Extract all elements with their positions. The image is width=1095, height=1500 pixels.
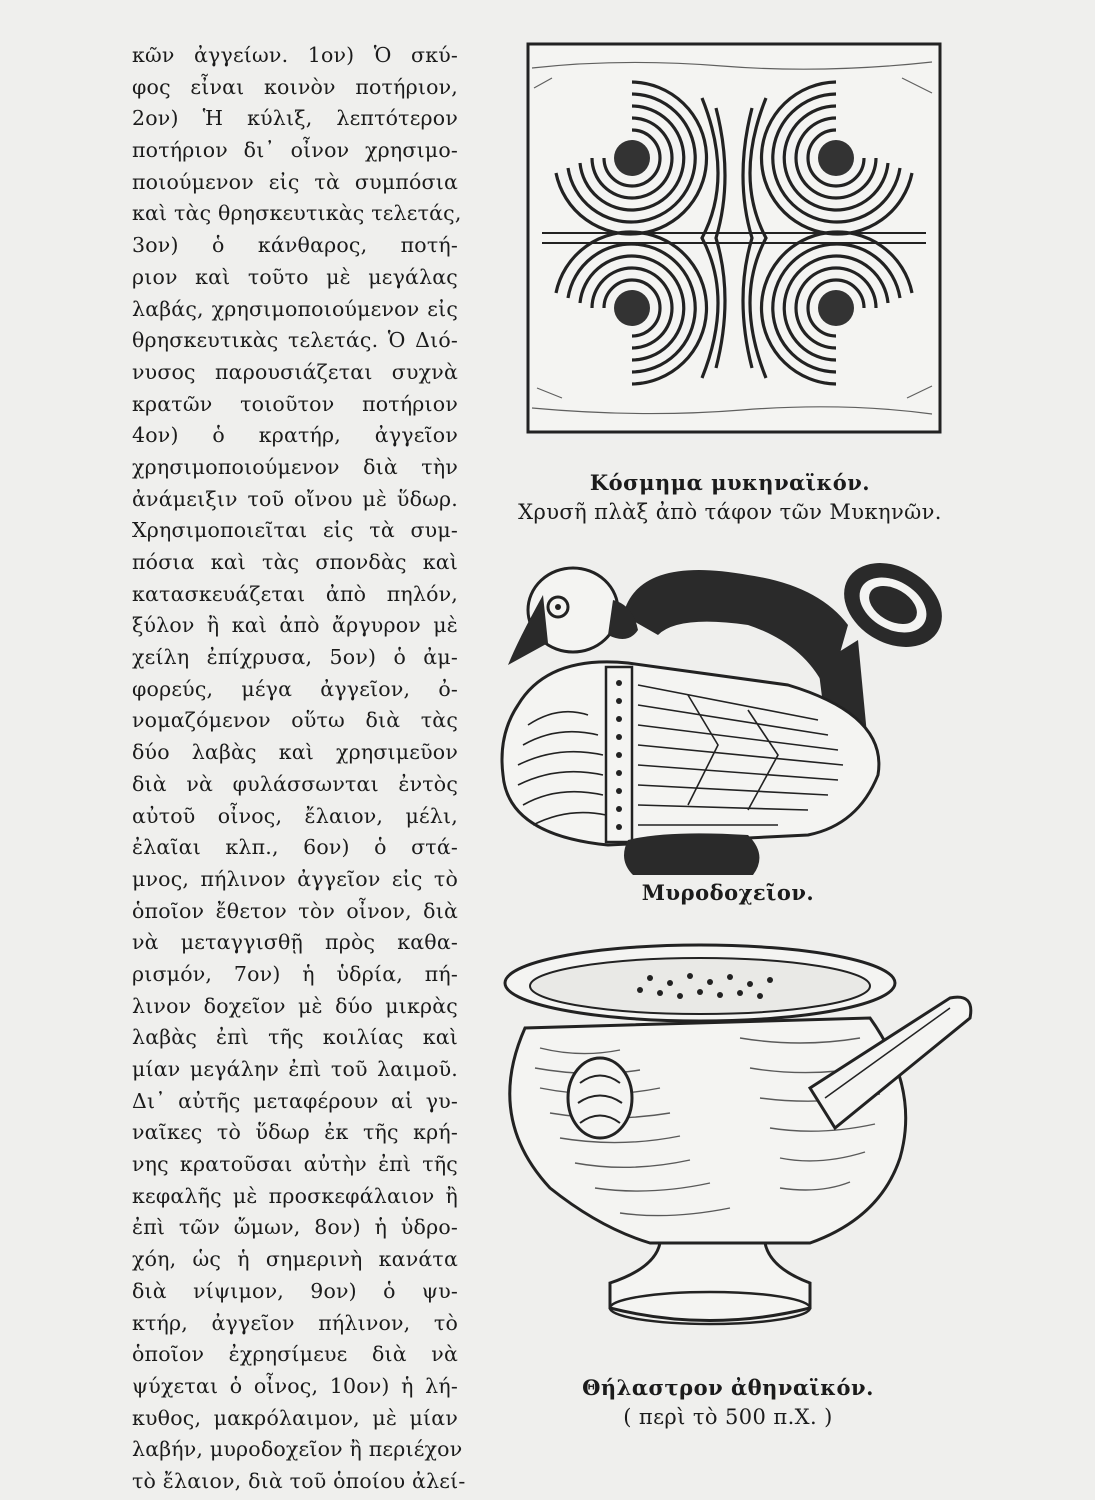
body-text-line: μνος, πήλινον ἀγγεῖον εἰς τὸ — [132, 866, 458, 891]
duck-vessel-caption: Μυροδοχεῖον. — [641, 880, 815, 905]
body-text-line: διὰ νὰ φυλάσσωνται ἐντὸς — [132, 771, 458, 796]
body-text-line: χόη, ὡς ἡ σημερινὴ κανάτα — [132, 1247, 458, 1272]
body-text-line: κτήρ, ἀγγεῖον πήλινον, τὸ — [132, 1310, 458, 1335]
body-text-line: τὸ ἔλαιον, διὰ τοῦ ὁποίου ἀλεί- — [132, 1468, 466, 1493]
body-text-line: Χρησιμοποιεῖται εἰς τὰ συμ- — [132, 518, 458, 543]
body-text-line: ἐλαῖαι κλπ., 6ον) ὁ στά- — [132, 835, 458, 860]
body-text-line: φος εἶναι κοινὸν ποτήριον, — [132, 74, 458, 99]
body-text-line: κυθος, μακρόλαιμον, μὲ μίαν — [132, 1405, 458, 1430]
body-text-line: 2ον) Ἡ κύλιξ, λεπτότερον — [132, 106, 458, 131]
body-text-line: 3ον) ὁ κάνθαρος, ποτή- — [132, 233, 458, 258]
body-text-line: ἀνάμειξιν τοῦ οἴνου μὲ ὕδωρ. — [132, 486, 458, 511]
body-text-line: νομαζόμενον οὕτω διὰ τὰς — [132, 708, 458, 733]
ornament-caption-title: Κόσμημα μυκηναϊκόν. — [589, 470, 871, 495]
body-text-line: ποιούμενον εἰς τὰ συμπόσια — [132, 169, 458, 194]
mycenaean-ornament-figure — [522, 38, 946, 438]
body-text-line: χείλη ἐπίχρυσα, 5ον) ὁ ἀμ- — [132, 645, 458, 670]
body-text-line: πόσια καὶ τὰς σπονδὰς καὶ — [132, 550, 458, 574]
body-text-line: 4ον) ὁ κρατήρ, ἀγγεῖον — [132, 423, 458, 448]
body-text-line: μίαν μεγάλην ἐπὶ τοῦ λαιμοῦ. — [132, 1057, 458, 1081]
body-text-column — [132, 40, 466, 1498]
body-text-line: νυσος παρουσιάζεται συχνὰ — [132, 359, 458, 384]
body-text-line: ναῖκες τὸ ὕδωρ ἐκ τῆς κρή- — [132, 1120, 458, 1145]
body-text-line: ψύχεται ὁ οἶνος, 10ον) ἡ λή- — [132, 1373, 458, 1398]
body-text-line: ρισμόν, 7ον) ἡ ὑδρία, πή- — [132, 961, 458, 986]
feeding-vessel-illustration — [480, 938, 1000, 1358]
body-text-line: κρατῶν τοιοῦτον ποτήριον — [132, 391, 458, 416]
body-text-line: λαβάς, χρησιμοποιούμενον εἰς — [132, 296, 458, 321]
body-text-line: λαβήν, μυροδοχεῖον ἢ περιέχον — [132, 1437, 463, 1462]
ornament-caption-subtitle: Χρυσῆ πλὰξ ἀπὸ τάφον τῶν Μυκηνῶν. — [518, 500, 942, 524]
body-text-line: δύο λαβὰς καὶ χρησιμεῦον — [132, 740, 458, 765]
body-text-line: διὰ νίψιμον, 9ον) ὁ ψυ- — [132, 1278, 458, 1303]
body-text-line: κῶν ἀγγείων. 1ον) Ὁ σκύ- — [132, 43, 458, 67]
body-text-line: λινον δοχεῖον μὲ δύο μικρὰς — [132, 993, 458, 1018]
body-text-line: ὁποῖον ἔθετον τὸν οἶνον, διὰ — [132, 898, 458, 923]
body-text-line: λαβὰς ἐπὶ τῆς κοιλίας καὶ — [132, 1025, 458, 1050]
body-text-line: ριον καὶ τοῦτο μὲ μεγάλας — [132, 264, 458, 289]
strainer-caption-subtitle: ( περὶ τὸ 500 π.Χ. ) — [623, 1405, 833, 1429]
strainer-caption-title: Θήλαστρον ἀθηναϊκόν. — [582, 1375, 874, 1400]
body-text-line: ὁποῖον ἐχρησίμευε διὰ νὰ — [132, 1342, 458, 1367]
body-text-line: χρησιμοποιούμενον διὰ τὴν — [132, 454, 458, 479]
body-text-line: κατασκευάζεται ἀπὸ πηλόν, — [132, 581, 458, 606]
body-text-line: ἐπὶ τῶν ὤμων, 8ον) ἡ ὑδρο- — [132, 1215, 458, 1240]
duck-perfume-vessel-illustration — [488, 545, 968, 885]
body-text-line: αὐτοῦ οἶνος, ἔλαιον, μέλι, — [132, 803, 458, 828]
spiral-ornament-illustration — [522, 38, 946, 438]
body-text-line: θρησκευτικὰς τελετάς. Ὁ Διό- — [132, 328, 458, 353]
body-text-line: ποτήριον δι᾽ οἶνον χρησιμο- — [132, 138, 458, 163]
body-text-line: νὰ μεταγγισθῇ πρὸς καθα- — [132, 930, 458, 955]
body-text-line: φορεύς, μέγα ἀγγεῖον, ὀ- — [132, 676, 458, 701]
body-text-line: καὶ τὰς θρησκευτικὰς τελετάς, — [132, 201, 462, 226]
strainer-vessel-figure — [480, 938, 1000, 1358]
body-text-line: νης κρατοῦσαι αὐτὴν ἐπὶ τῆς — [132, 1152, 458, 1177]
duck-vessel-figure — [488, 545, 968, 885]
body-text-line: Δι᾽ αὐτῆς μεταφέρουν αἱ γυ- — [132, 1088, 458, 1113]
body-text-line: κεφαλῆς μὲ προσκεφάλαιον ἢ — [132, 1183, 458, 1208]
body-text-line: ξύλον ἢ καὶ ἀπὸ ἄργυρον μὲ — [132, 613, 458, 638]
